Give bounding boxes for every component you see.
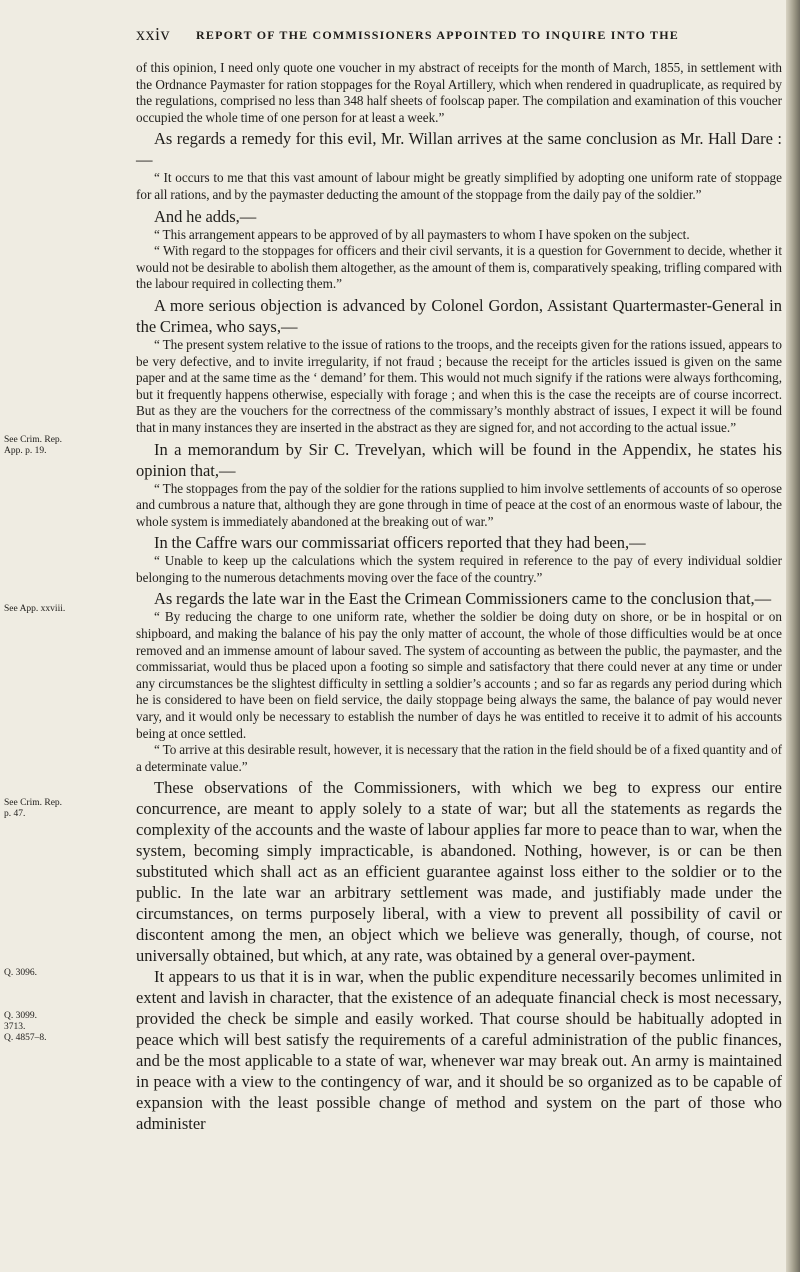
page-header bbox=[136, 24, 776, 48]
body-paragraph: These observations of the Commissioners, with which we beg to express our entire concurrence, are meant to apply solely to a state of war; but all the statements as regards the complexity of the accounts and the waste of labour applies far more to peace than to war, when the system, becoming simply impracticable, is abandoned. Nothing, however, is or can be then substituted which shall act as an efficient guarantee against loss either to the soldier or to the public. In the late war an arbitrary settlement was made, and justifiably made under the circumstances, on terms purposely liberal, with a view to prevent all possibility of cavil or discontent among the men, an object which we believe was generally, though, of course, not universally obtained, but which, at any rate, was obtained by a general over-payment. bbox=[136, 778, 782, 966]
page-body bbox=[136, 60, 782, 1134]
body-paragraph: As regards the late war in the East the Crimean Commissioners came to the conclusion that,— bbox=[154, 589, 772, 609]
margin-notes bbox=[0, 0, 122, 1272]
quote-paragraph: “ By reducing the charge to one uniform rate, whether the soldier be doing duty on shore, or be in hospital or on shipboard, and making the balance of his pay the only matter of account, the whole of those difficulties would be at once removed and an immense amount of labour saved. The system of accounting as between the public, the paymaster, and the commissariat, would thus be placed upon a footing so simple and satisfactory that there could never at any time or under any circumstances be the slightest difficulty in settling a soldier’s accounts ; and so far as regards any period during which he is considered to have been on field service, the daily stoppage being always the same, the balance of pay would never vary, and it would only be necessary to establish the number of days he was entitled to receive it to admit of his accounts being at once settled. bbox=[136, 609, 782, 741]
margin-note-q3096: Q. 3096. bbox=[4, 968, 37, 978]
quote-paragraph: “ This arrangement appears to be approved of by all paymasters to whom I have spoken on the subject. bbox=[154, 226, 690, 242]
quote-paragraph: “ It occurs to me that this vast amount of labour might be greatly simplified by adopting one uniform rate of stoppage for all rations, and by the paymaster deducting the amount of the stoppage from the daily pay of the soldier.” bbox=[136, 170, 782, 202]
margin-note-app-xxviii: See App. xxviii. bbox=[4, 604, 66, 614]
quote-paragraph: “ With regard to the stoppages for officers and their civil servants, it is a question for Government to decide, whether it would not be desirable to abolish them altogether, as the amount of them is, comparatively speaking, trifling compared with the labour required in collecting them.” bbox=[136, 243, 782, 292]
quote-paragraph: “ The present system relative to the issue of rations to the troops, and the receipts given for the rations issued, appears to be very defective, and to invite irregularity, if not fraud ; because the receipt for the articles issued is given on the same paper and at the same time as the ‘ demand’ for them. This would not much signify if the rations were always forthcoming, but it frequently happens otherwise, especially with forage ; and when this is the case the receipts are of course incorrect. But as they are the vouchers for the correctness of the commissary’s monthly abstract of issues, I expect it will be found that in many instances they are inserted in the abstract as they are signed for, and not according to the actual issue.” bbox=[136, 336, 782, 435]
page-number: xxiv bbox=[136, 24, 171, 44]
quote-paragraph: “ The stoppages from the pay of the soldier for the rations supplied to him involve settlements of accounts of so operose and cumbrous a nature that, although they are gone through in time of peace at the cost of an enormous waste of labour, the whole system is immediately abandoned at the breaking out of war.” bbox=[136, 480, 782, 529]
body-paragraph: And he adds,— bbox=[154, 206, 257, 226]
body-paragraph: A more serious objection is advanced by Colonel Gordon, Assistant Quartermaster-General in the Crimea, who says,— bbox=[136, 295, 782, 336]
body-paragraph: It appears to us that it is in war, when the public expenditure necessarily becomes unlimited in extent and lavish in character, that the existence of an adequate financial check is most necessary, provided the check be simple and easily worked. That course should be habitually adopted in peace which will best satisfy the requirements of a careful administration of the public finances, and be the most applicable to a state of war, whenever war may break out. An army is maintained in peace with a view to the contingency of war, and it should be so organized as to be capable of expansion with the least possible change of method and system on the part of those who administer bbox=[136, 967, 782, 1134]
margin-note-crim-rep-app-19: See Crim. Rep. App. p. 19. bbox=[4, 435, 63, 456]
margin-note-q3099: Q. 3099. 3713. Q. 4857–8. bbox=[4, 1011, 47, 1043]
quote-paragraph: “ To arrive at this desirable result, however, it is necessary that the ration in the field should be of a fixed quantity and of a determinate value.” bbox=[136, 742, 782, 774]
body-paragraph: In the Caffre wars our commissariat officers reported that they had been,— bbox=[154, 533, 646, 553]
body-paragraph: As regards a remedy for this evil, Mr. Willan arrives at the same conclusion as Mr. Hall Dare :— bbox=[136, 129, 782, 170]
margin-note-crim-rep-47: See Crim. Rep. p. 47. bbox=[4, 798, 63, 819]
scan-page-edge bbox=[786, 0, 800, 1272]
quote-paragraph: “ Unable to keep up the calculations which the system required in reference to the pay of every individual soldier belonging to the numerous detachments moving over the face of the country.” bbox=[136, 553, 782, 585]
running-title: REPORT OF THE COMMISSIONERS APPOINTED TO INQUIRE INTO THE bbox=[196, 28, 679, 42]
quote-continuation: of this opinion, I need only quote one voucher in my abstract of receipts for the month of March, 1855, in settlement with the Ordnance Paymaster for ration stoppages for the Royal Artillery, which when rendered in quadruplicate, as required by the regulations, comprised no less than 348 half sheets of foolscap paper. The compilation and examination of this voucher occupied the whole time of one person for at least a week.” bbox=[136, 60, 782, 125]
body-paragraph: In a memorandum by Sir C. Trevelyan, which will be found in the Appendix, he states his opinion that,— bbox=[136, 439, 782, 480]
